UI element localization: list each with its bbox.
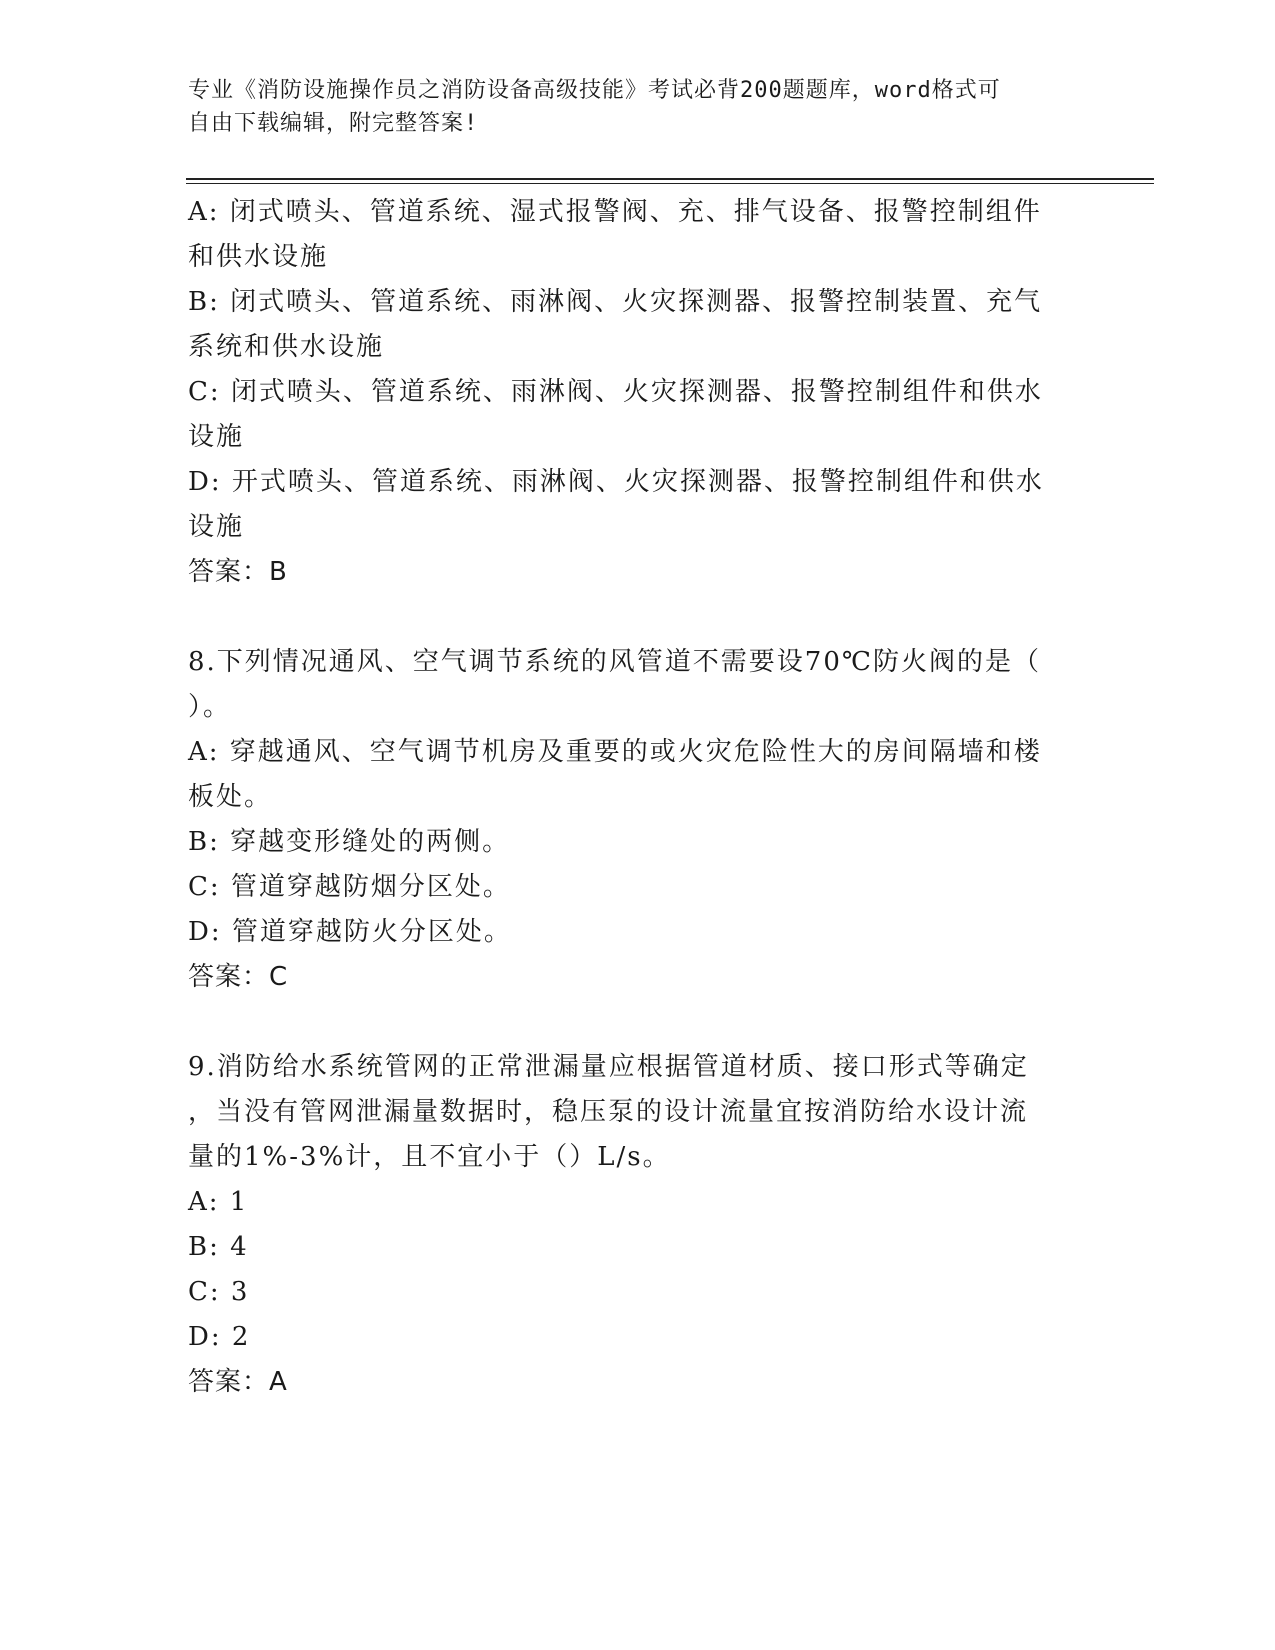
q8-option-d: D: 管道穿越防火分区处。 [188, 917, 512, 947]
q9-option-d: D: 2 [188, 1322, 251, 1352]
spacer [188, 595, 1078, 640]
header-divider-thick [186, 178, 1154, 180]
q7-option-d [188, 460, 1078, 550]
q9-option-c: C: 3 [188, 1277, 250, 1307]
q7-option-d-line-2: 设施 [188, 512, 245, 542]
document-header [188, 74, 1068, 140]
q7-option-a-line-2: 和供水设施 [188, 242, 329, 272]
q8-option-a-line-1: A: 穿越通风、空气调节机房及重要的或火灾危险性大的房间隔墙和楼 [188, 737, 1042, 767]
q9-question-line-1: 9.消防给水系统管网的正常泄漏量应根据管道材质、接口形式等确定 [188, 1052, 1029, 1082]
header-line-2: 自由下载编辑，附完整答案! [188, 111, 479, 136]
q7-option-c-line-1: C: 闭式喷头、管道系统、雨淋阀、火灾探测器、报警控制组件和供水 [188, 377, 1043, 407]
q7-option-a-line-1: A: 闭式喷头、管道系统、湿式报警阀、充、排气设备、报警控制组件 [188, 197, 1042, 227]
q8-question-line-1: 8.下列情况通风、空气调节系统的风管道不需要设70℃防火阀的是（ [188, 647, 1041, 677]
q9-question-text [188, 1045, 1078, 1180]
q8-answer: 答案：C [188, 962, 289, 992]
q9-question-line-3: 量的1%-3%计，且不宜小于（）L/s。 [188, 1142, 671, 1172]
q7-option-c [188, 370, 1078, 460]
q8-question-line-2: ）。 [188, 692, 232, 722]
q7-option-b [188, 280, 1078, 370]
q7-option-c-line-2: 设施 [188, 422, 245, 452]
q9-answer: 答案：A [188, 1367, 288, 1397]
q7-option-a [188, 190, 1078, 280]
question-7 [188, 190, 1078, 595]
q7-option-b-line-2: 系统和供水设施 [188, 332, 385, 362]
q8-option-a [188, 730, 1078, 820]
q9-question-line-2: ，当没有管网泄漏量数据时，稳压泵的设计流量宜按消防给水设计流 [188, 1097, 1029, 1127]
q8-option-b: B: 穿越变形缝处的两侧。 [188, 827, 511, 857]
header-line-1: 专业《消防设施操作员之消防设备高级技能》考试必背200题题库，word格式可 [188, 78, 1001, 103]
q9-option-b: B: 4 [188, 1232, 249, 1262]
q8-option-c: C: 管道穿越防烟分区处。 [188, 872, 511, 902]
q7-answer: 答案：B [188, 557, 288, 587]
question-8 [188, 640, 1078, 1000]
q8-question-text [188, 640, 1078, 730]
header-divider-thin [186, 183, 1154, 184]
spacer [188, 1000, 1078, 1045]
question-list [188, 190, 1078, 1405]
question-9 [188, 1045, 1078, 1405]
q9-option-a: A: 1 [188, 1187, 249, 1217]
q7-option-d-line-1: D: 开式喷头、管道系统、雨淋阀、火灾探测器、报警控制组件和供水 [188, 467, 1044, 497]
q7-option-b-line-1: B: 闭式喷头、管道系统、雨淋阀、火灾探测器、报警控制装置、充气 [188, 287, 1043, 317]
q8-option-a-line-2: 板处。 [188, 782, 273, 812]
